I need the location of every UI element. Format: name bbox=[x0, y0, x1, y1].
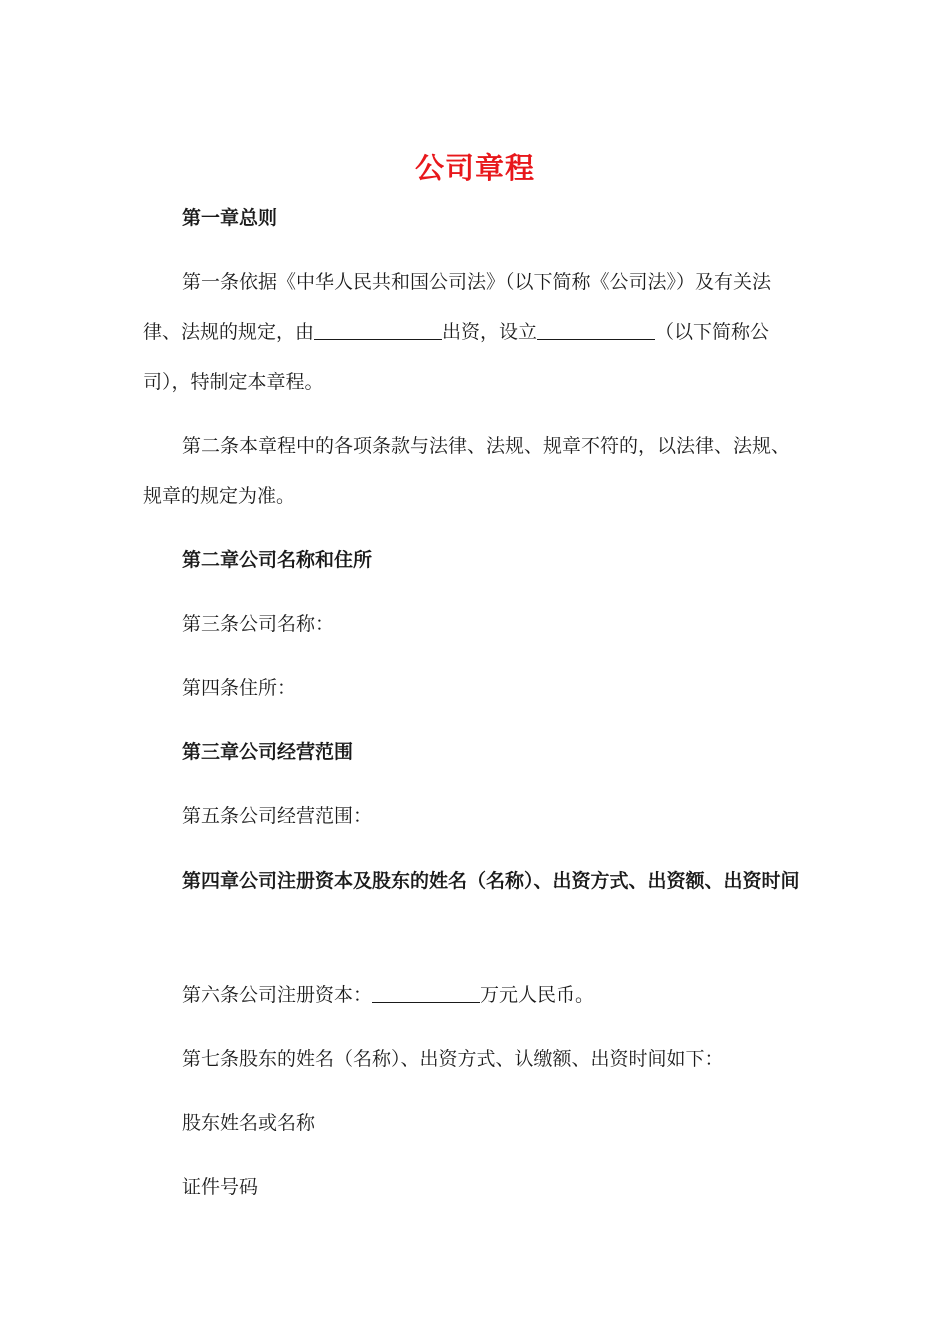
article-3: 第三条公司名称： bbox=[182, 613, 335, 635]
article-6-text-b: 万元人民币。 bbox=[480, 984, 595, 1006]
article-1-text-b: 出资，设立 bbox=[442, 321, 538, 343]
article-1-text-a: 第一条依据《中华人民共和国公司法》（以下简称《公司法》）及有关法律、法规的规定，由 bbox=[143, 271, 772, 343]
article-2: 第二条本章程中的各项条款与法律、法规、规章不符的，以法律、法规、规章的规定为准。 bbox=[143, 435, 791, 507]
article-6 bbox=[143, 970, 803, 1020]
document-title: 公司章程 bbox=[414, 151, 535, 185]
company-blank bbox=[537, 319, 655, 340]
article-7: 第七条股东的姓名（名称）、出资方式、认缴额、出资时间如下： bbox=[182, 1048, 724, 1070]
article-4: 第四条住所： bbox=[182, 677, 297, 699]
table-label-id-number: 证件号码 bbox=[182, 1176, 259, 1198]
article-6-text-a: 第六条公司注册资本： bbox=[182, 984, 373, 1006]
article-1 bbox=[143, 257, 803, 407]
table-label-shareholder-name: 股东姓名或名称 bbox=[182, 1112, 316, 1134]
chapter-4-heading: 第四章公司注册资本及股东的姓名（名称）、出资方式、出资额、出资时间 bbox=[182, 870, 800, 892]
chapter-2-heading: 第二章公司名称和住所 bbox=[182, 549, 373, 571]
chapter-1-heading: 第一章总则 bbox=[182, 207, 278, 229]
chapter-3-heading: 第三章公司经营范围 bbox=[182, 741, 354, 763]
capital-blank bbox=[372, 982, 480, 1003]
article-1-text-c: （以下简称公司），特制定本章程。 bbox=[143, 321, 770, 393]
investor-blank bbox=[314, 319, 442, 340]
article-5: 第五条公司经营范围： bbox=[182, 805, 373, 827]
